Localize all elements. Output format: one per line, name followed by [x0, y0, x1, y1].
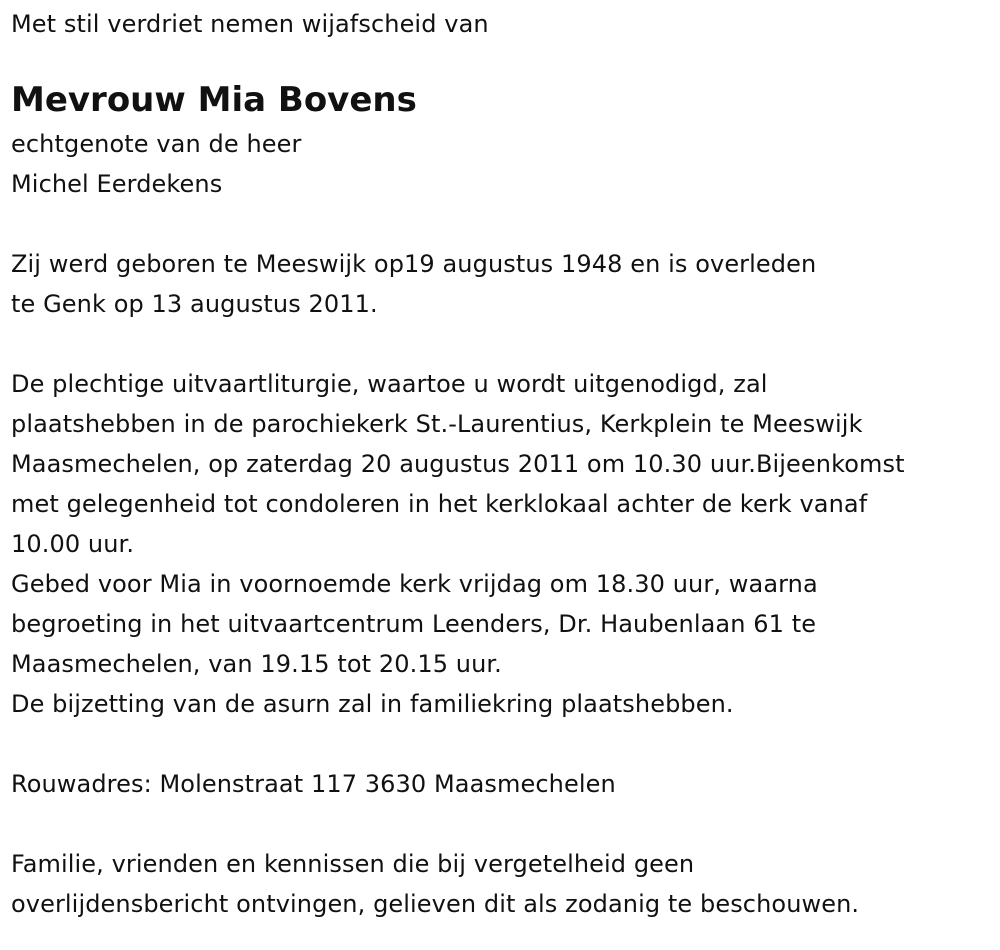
- ceremony-line: Gebed voor Mia in voornoemde kerk vrijdag om 18.30 uur, waarna: [11, 570, 818, 598]
- spacer: [11, 324, 991, 364]
- deceased-name: Mevrouw Mia Bovens: [11, 80, 417, 120]
- ceremony-line: met gelegenheid tot condoleren in het kerklokaal achter de kerk vanaf: [11, 490, 868, 518]
- birth-death-line-2: te Genk op 13 augustus 2011.: [11, 290, 378, 318]
- ceremony-line: plaatshebben in de parochiekerk St.-Laurentius, Kerkplein te Meeswijk: [11, 410, 863, 438]
- birth-death-line-1: Zij werd geboren te Meeswijk op19 augustus 1948 en is overleden: [11, 250, 817, 278]
- closing-line-2: overlijdensbericht ontvingen, gelieven dit als zodanig te beschouwen.: [11, 890, 860, 918]
- mourning-address: Rouwadres: Molenstraat 117 3630 Maasmechelen: [11, 770, 616, 798]
- intro-text: Met stil verdriet nemen wijafscheid van: [11, 10, 489, 38]
- spacer: [11, 724, 991, 764]
- ceremony-line: De plechtige uitvaartliturgie, waartoe u wordt uitgenodigd, zal: [11, 370, 768, 398]
- ceremony-line: 10.00 uur.: [11, 530, 135, 558]
- ceremony-line: Maasmechelen, op zaterdag 20 augustus 2011 om 10.30 uur.Bijeenkomst: [11, 450, 905, 478]
- spacer: [11, 804, 991, 844]
- ceremony-line: De bijzetting van de asurn zal in familiekring plaatshebben.: [11, 690, 734, 718]
- spouse-line-2: Michel Eerdekens: [11, 170, 223, 198]
- obituary-notice: [11, 4, 991, 924]
- spouse-line-1: echtgenote van de heer: [11, 130, 302, 158]
- spacer: [11, 204, 991, 244]
- closing-line-1: Familie, vrienden en kennissen die bij vergetelheid geen: [11, 850, 695, 878]
- ceremony-line: begroeting in het uitvaartcentrum Leenders, Dr. Haubenlaan 61 te: [11, 610, 817, 638]
- ceremony-line: Maasmechelen, van 19.15 tot 20.15 uur.: [11, 650, 502, 678]
